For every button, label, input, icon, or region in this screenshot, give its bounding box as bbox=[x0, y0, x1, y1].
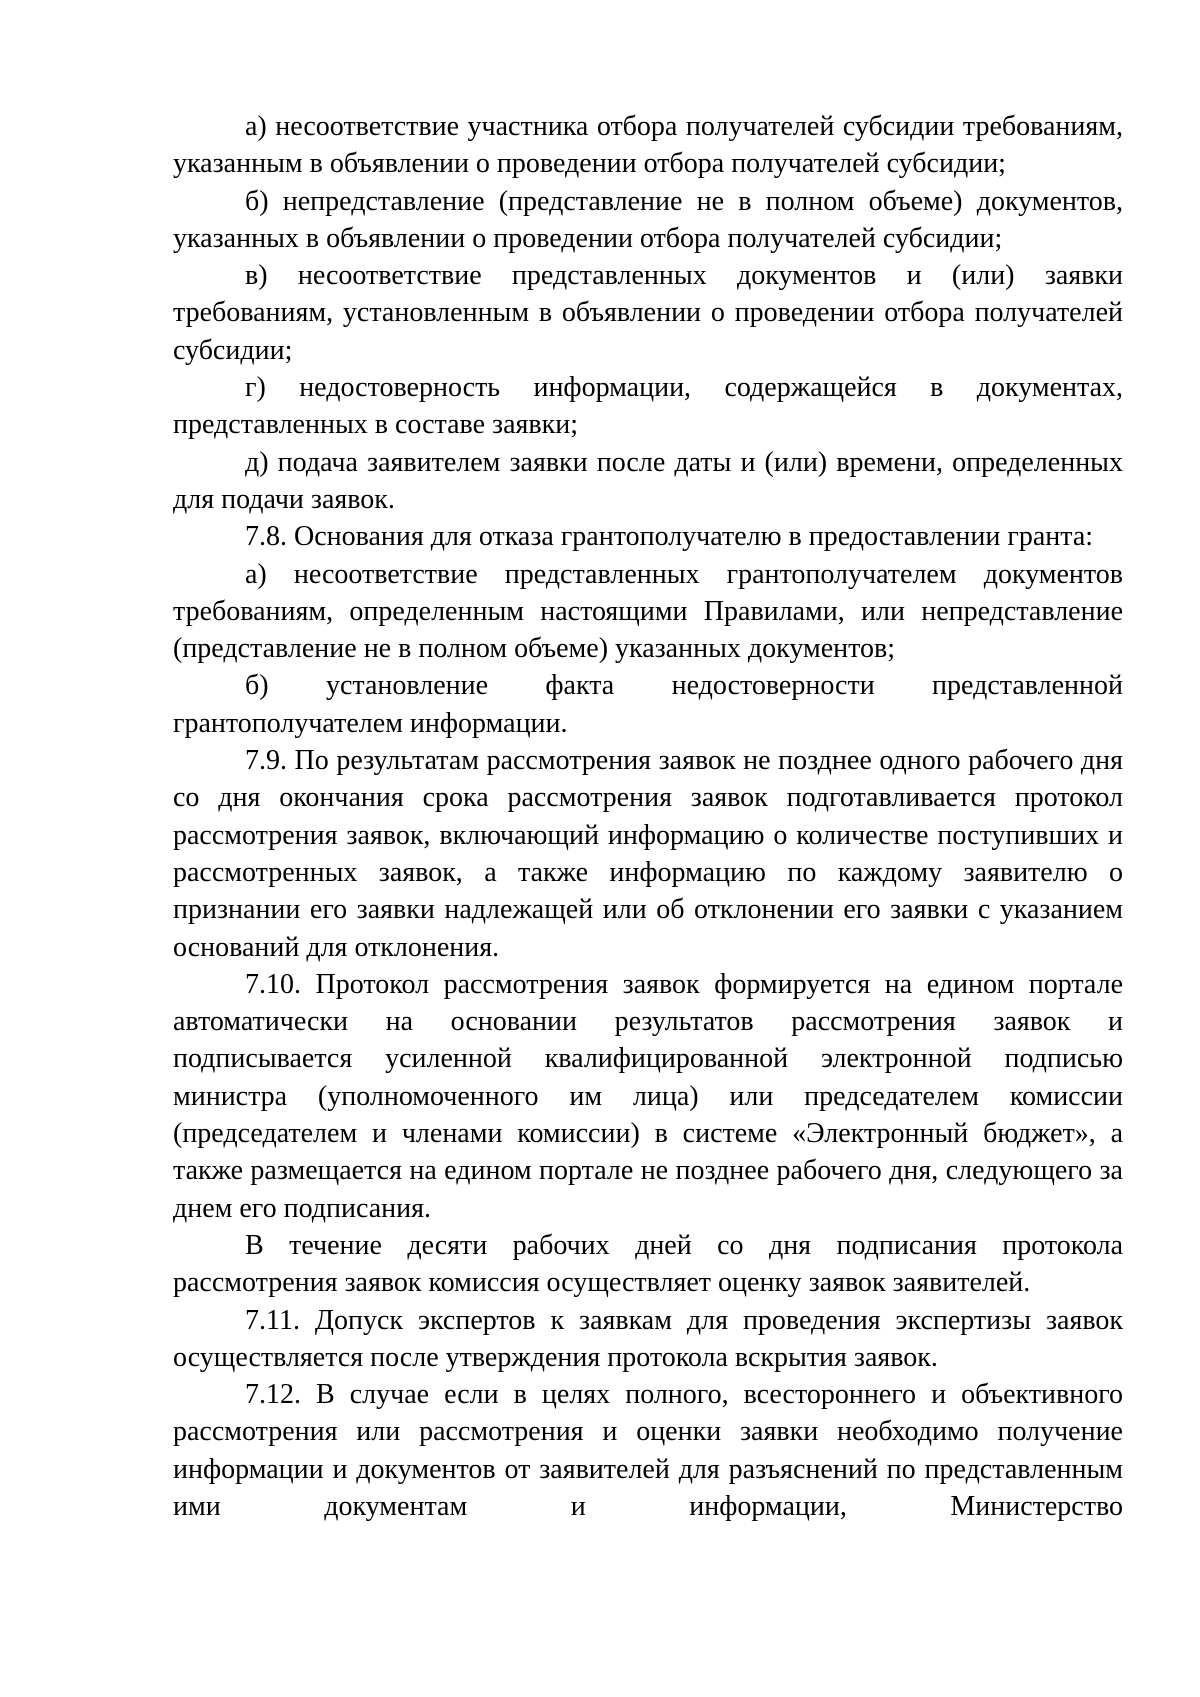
paragraph-late-submission: д) подача заявителем заявки после даты и (или) времени, определенных для подачи заявок. bbox=[173, 446, 1123, 515]
paragraph-7-9: 7.9. По результатам рассмотрения заявок не позднее одного рабочего дня со дня окончания срока рассмотрения заявок подготавливается протокол рассмотрения заявок, включающий информацию о количестве поступивших и рассмотренных заявок, а также информацию по каждому заявителю о признании его заявки надлежащей или об отклонении его заявки с указанием оснований для отклонения. bbox=[173, 745, 1123, 963]
paragraph-7-10: 7.10. Протокол рассмотрения заявок формируется на едином портале автоматически на основании результатов рассмотрения заявок и подписывается усиленной квалифицированной электронной подписью министра (уполномоченного им лица) или председателем комиссии (председателем и членами комиссии) в системе «Электронный бюджет», а также размещается на едином портале не позднее рабочего дня, следующего за днем его подписания. bbox=[173, 968, 1123, 1224]
paragraph-requirement-mismatch: а) несоответствие участника отбора получателей субсидии требованиям, указанным в объявлении о проведении отбора получателей субсидии; bbox=[173, 111, 1123, 180]
document-page bbox=[173, 108, 1123, 1525]
paragraph-7-8: 7.8. Основания для отказа грантополучателю в предоставлении гранта: bbox=[245, 521, 1094, 553]
paragraph-unreliable-information: г) недостоверность информации, содержащейся в документах, представленных в составе заявки; bbox=[173, 372, 1123, 441]
paragraph-7-8-b: б) установление факта недостоверности представленной грантополучателем информации. bbox=[173, 670, 1123, 739]
paragraph-7-8-a: а) несоответствие представленных грантополучателем документов требованиям, определенным настоящими Правилами, или непредставление (представление не в полном объеме) указанных документов; bbox=[173, 558, 1123, 665]
paragraph-evaluation-period: В течение десяти рабочих дней со дня подписания протокола рассмотрения заявок комиссия осуществляет оценку заявок заявителей. bbox=[173, 1229, 1123, 1299]
paragraph-documents-not-submitted: б) непредставление (представление не в полном объеме) документов, указанных в объявлении о проведении отбора получателей субсидии; bbox=[173, 185, 1123, 254]
paragraph-7-12: 7.12. В случае если в целях полного, всестороннего и объективного рассмотрения или рассмотрения и оценки заявки необходимо получение информации и документов от заявителей для разъяснений по представленным ими документам и информации, Министерство bbox=[173, 1379, 1123, 1522]
paragraph-7-11: 7.11. Допуск экспертов к заявкам для проведения экспертизы заявок осуществляется после утверждения протокола вскрытия заявок. bbox=[173, 1304, 1123, 1373]
paragraph-documents-mismatch: в) несоответствие представленных документов и (или) заявки требованиям, установленным в объявлении о проведении отбора получателей субсидии; bbox=[173, 260, 1123, 366]
